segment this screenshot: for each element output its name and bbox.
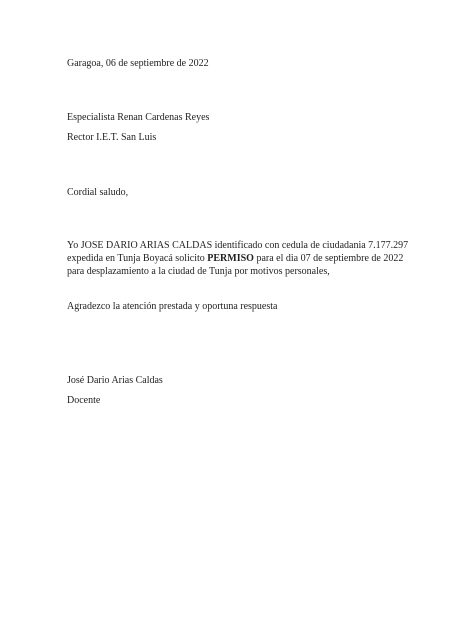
thanks-line: Agradezco la atención prestada y oportuna respuesta bbox=[67, 301, 278, 312]
place-date: Garagoa, 06 de septiembre de 2022 bbox=[67, 58, 209, 69]
body-paragraph bbox=[67, 239, 412, 278]
signature-name: José Dario Arias Caldas bbox=[67, 375, 163, 386]
body-emphasis: PERMISO bbox=[207, 253, 254, 264]
recipient-title: Rector I.E.T. San Luis bbox=[67, 132, 157, 143]
signature-role: Docente bbox=[67, 395, 101, 406]
body-text-end: para el dia 07 de septiembre de 2022 para desplazamiento a la ciudad de Tunja por motivos personales, bbox=[67, 253, 404, 277]
recipient-name: Especialista Renan Cardenas Reyes bbox=[67, 112, 210, 123]
body-text-start: Yo JOSE DARIO ARIAS CALDAS identificado con cedula de ciudadania 7.177.297 expedida en Tunja Boyacá solicito bbox=[67, 240, 409, 264]
greeting: Cordial saludo, bbox=[67, 187, 129, 198]
